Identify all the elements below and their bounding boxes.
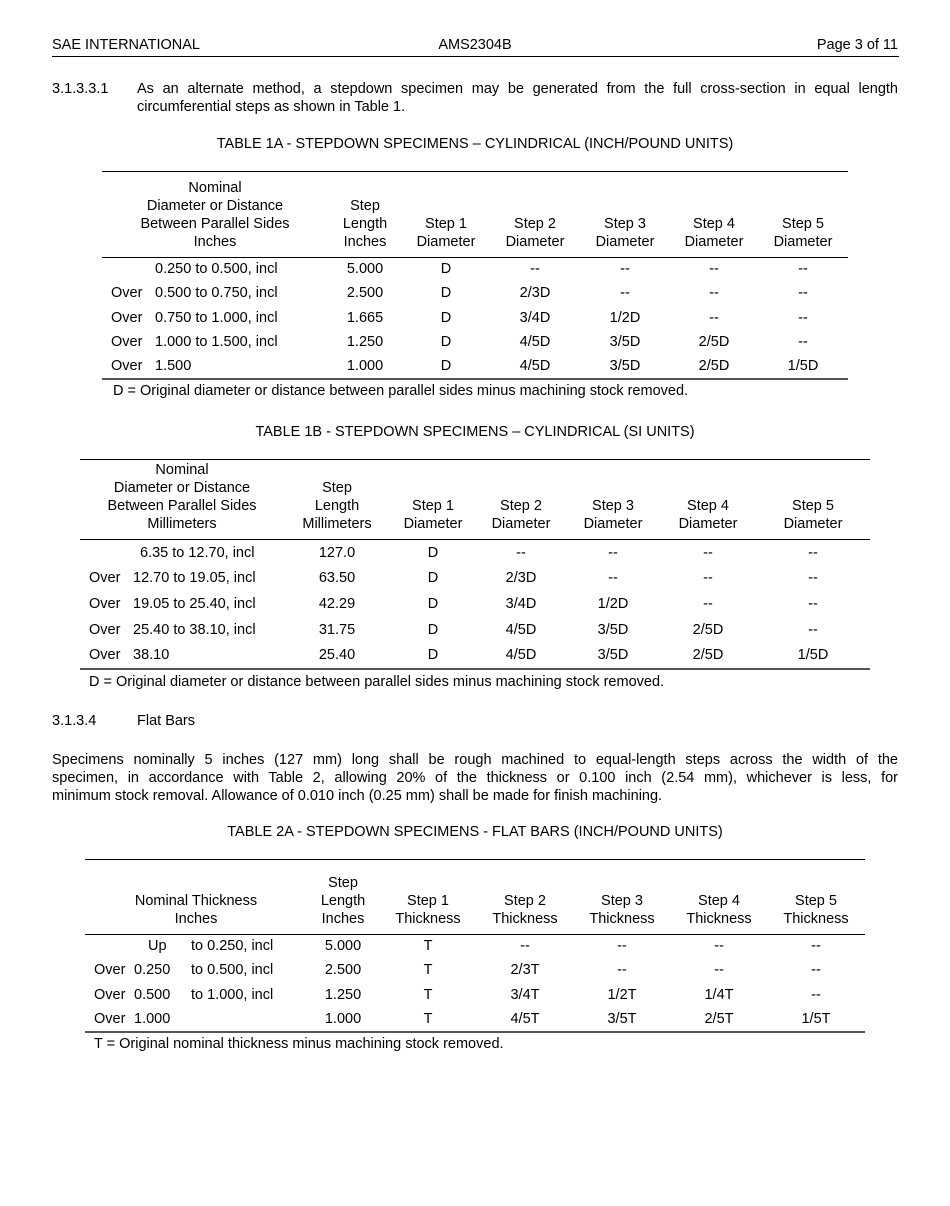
table-cell: D	[427, 647, 439, 663]
column-header: Step 4	[693, 216, 735, 232]
column-header: Step 1	[407, 893, 449, 909]
table-cell: 1/5T	[801, 1011, 831, 1027]
row-value: 0.250	[134, 962, 171, 978]
column-header: Between Parallel Sides	[107, 498, 257, 514]
table-header-rule	[102, 257, 848, 258]
row-range: to 1.000, incl	[191, 987, 274, 1003]
column-header: Step 4	[687, 498, 729, 514]
column-header: Step 3	[592, 498, 634, 514]
column-header: Step 2	[504, 893, 546, 909]
row-prefix: Over	[94, 1011, 126, 1027]
table-cell: T	[423, 987, 433, 1003]
table-cell: 42.29	[318, 596, 356, 612]
table-cell: 1.665	[346, 310, 384, 326]
table-cell: 1/2T	[607, 987, 637, 1003]
table-header-rule	[85, 934, 865, 935]
section-title: Flat Bars	[137, 713, 196, 729]
row-range: 0.250 to 0.500, incl	[155, 261, 278, 277]
column-header: Diameter	[403, 516, 463, 532]
table-cell: 3/5T	[607, 1011, 637, 1027]
table-cell: --	[530, 261, 540, 277]
row-value: 1.000	[134, 1011, 171, 1027]
column-header: Between Parallel Sides	[140, 216, 290, 232]
column-header: Thickness	[395, 911, 461, 927]
table-cell: --	[516, 545, 526, 561]
row-prefix: Up	[148, 938, 167, 954]
row-prefix: Over	[94, 987, 126, 1003]
table-cell: 3/5D	[597, 647, 629, 663]
column-header: Length	[320, 893, 366, 909]
column-header: Inches	[321, 911, 365, 927]
table-top-rule	[102, 171, 848, 172]
header-org: SAE INTERNATIONAL	[52, 37, 200, 53]
table-cell: 3/4D	[519, 310, 551, 326]
table-cell: --	[520, 938, 530, 954]
column-header: Nominal	[188, 180, 242, 196]
column-header: Diameter	[583, 516, 643, 532]
table-cell: T	[423, 962, 433, 978]
column-header: Diameter	[505, 234, 565, 250]
table-cell: --	[811, 987, 821, 1003]
table-cell: 1/2D	[597, 596, 629, 612]
table-cell: --	[798, 261, 808, 277]
table-cell: 4/5D	[505, 647, 537, 663]
paragraph-line2: specimen, in accordance with Table 2, allowing 20% of the thickness or 0.100 inch (2.54 mm), whichever is less, for	[52, 770, 898, 786]
table-cell: --	[808, 545, 818, 561]
table-cell: --	[608, 570, 618, 586]
column-header: Step 3	[604, 216, 646, 232]
column-header: Thickness	[686, 911, 752, 927]
table-footnote: T = Original nominal thickness minus machining stock removed.	[94, 1036, 504, 1052]
section-number: 3.1.3.3.1	[52, 81, 109, 97]
table-cell: D	[427, 622, 439, 638]
table-cell: 5.000	[346, 261, 384, 277]
table-cell: --	[811, 962, 821, 978]
row-prefix: Over	[111, 358, 143, 374]
table-cell: D	[427, 570, 439, 586]
table-bottom-rule	[85, 1031, 865, 1033]
table-cell: --	[714, 938, 724, 954]
table-cell: --	[798, 334, 808, 350]
column-header: Length	[314, 498, 360, 514]
row-range: 38.10	[133, 647, 170, 663]
row-prefix: Over	[111, 310, 143, 326]
table-cell: --	[703, 596, 713, 612]
table-cell: 2.500	[324, 962, 362, 978]
table-cell: --	[703, 545, 713, 561]
row-prefix: Over	[89, 570, 121, 586]
table-cell: 1.250	[324, 987, 362, 1003]
column-header: Diameter or Distance	[146, 198, 284, 214]
table-cell: --	[811, 938, 821, 954]
table-cell: 1.000	[346, 358, 384, 374]
column-header: Diameter or Distance	[113, 480, 251, 496]
table-cell: --	[617, 962, 627, 978]
table-cell: 25.40	[318, 647, 356, 663]
paragraph-line3: minimum stock removal. Allowance of 0.010 inch (0.25 mm) shall be made for finish machining.	[52, 788, 663, 804]
table-cell: 4/5D	[519, 334, 551, 350]
table-cell: 2/3D	[519, 285, 551, 301]
table-cell: 2.500	[346, 285, 384, 301]
column-header: Step 4	[698, 893, 740, 909]
column-header: Step 5	[795, 893, 837, 909]
row-range: to 0.250, incl	[191, 938, 274, 954]
table-cell: 2/5D	[698, 334, 730, 350]
column-header: Nominal	[155, 462, 209, 478]
table-cell: --	[617, 938, 627, 954]
row-prefix: Over	[89, 596, 121, 612]
table-bottom-rule	[102, 378, 848, 380]
row-range: 1.000 to 1.500, incl	[155, 334, 278, 350]
table-cell: 3/5D	[609, 334, 641, 350]
column-header: Step 2	[514, 216, 556, 232]
column-header: Diameter	[416, 234, 476, 250]
column-header: Inches	[343, 234, 387, 250]
header-rule	[52, 56, 899, 57]
column-header: Diameter	[595, 234, 655, 250]
table-cell: --	[709, 285, 719, 301]
table-cell: --	[620, 261, 630, 277]
header-page-number: Page 3 of 11	[816, 37, 898, 53]
table-cell: 2/5D	[692, 647, 724, 663]
column-header: Diameter	[678, 516, 738, 532]
table-cell: 2/5D	[692, 622, 724, 638]
column-header: Diameter	[684, 234, 744, 250]
table-cell: T	[423, 938, 433, 954]
column-header: Step 5	[792, 498, 834, 514]
table-cell: --	[703, 570, 713, 586]
table-cell: 1/4T	[704, 987, 734, 1003]
table-title: TABLE 1B - STEPDOWN SPECIMENS – CYLINDRICAL (SI UNITS)	[255, 424, 695, 440]
row-prefix: Over	[111, 285, 143, 301]
column-header: Step 3	[601, 893, 643, 909]
table-cell: --	[709, 261, 719, 277]
table-footnote: D = Original diameter or distance between parallel sides minus machining stock removed.	[113, 383, 689, 399]
column-header: Diameter	[491, 516, 551, 532]
row-range: 0.750 to 1.000, incl	[155, 310, 278, 326]
table-top-rule	[80, 459, 870, 460]
table-cell: --	[798, 285, 808, 301]
column-header: Millimeters	[147, 516, 217, 532]
column-header: Thickness	[492, 911, 558, 927]
table-cell: D	[440, 334, 452, 350]
table-cell: 4/5D	[519, 358, 551, 374]
table-cell: 1/5D	[787, 358, 819, 374]
table-cell: 63.50	[318, 570, 356, 586]
section-number: 3.1.3.4	[52, 713, 97, 729]
row-range: 1.500	[155, 358, 192, 374]
column-header: Diameter	[783, 516, 843, 532]
table-cell: --	[808, 596, 818, 612]
header-doc-id: AMS2304B	[438, 37, 512, 53]
table-cell: 5.000	[324, 938, 362, 954]
column-header: Step 1	[412, 498, 454, 514]
table-cell: T	[423, 1011, 433, 1027]
table-cell: D	[427, 596, 439, 612]
column-header: Thickness	[783, 911, 849, 927]
column-header: Length	[342, 216, 388, 232]
table-cell: 2/5T	[704, 1011, 734, 1027]
table-title: TABLE 2A - STEPDOWN SPECIMENS - FLAT BARS (INCH/POUND UNITS)	[227, 824, 723, 840]
row-prefix: Over	[89, 647, 121, 663]
table-cell: D	[440, 261, 452, 277]
table-cell: 1.000	[324, 1011, 362, 1027]
row-range: 0.500 to 0.750, incl	[155, 285, 278, 301]
table-cell: 1/5D	[797, 647, 829, 663]
paragraph-line1: Specimens nominally 5 inches (127 mm) long shall be rough machined to equal-length steps across the width of the	[52, 752, 898, 768]
section-text-line1: As an alternate method, a stepdown specimen may be generated from the full cross-section in equal length	[137, 81, 898, 97]
table-bottom-rule	[80, 668, 870, 670]
table-cell: --	[714, 962, 724, 978]
table-cell: --	[798, 310, 808, 326]
table-cell: 3/4D	[505, 596, 537, 612]
table-cell: 1.250	[346, 334, 384, 350]
table-footnote: D = Original diameter or distance between parallel sides minus machining stock removed.	[89, 674, 665, 690]
row-range: 19.05 to 25.40, incl	[133, 596, 256, 612]
table-cell: --	[808, 570, 818, 586]
row-prefix: Over	[94, 962, 126, 978]
column-header: Millimeters	[302, 516, 372, 532]
row-prefix: Over	[111, 334, 143, 350]
table-cell: 4/5T	[510, 1011, 540, 1027]
table-cell: --	[808, 622, 818, 638]
table-cell: D	[440, 358, 452, 374]
table-cell: D	[427, 545, 439, 561]
table-cell: 3/5D	[597, 622, 629, 638]
column-header: Inches	[174, 911, 218, 927]
section-text-line2: circumferential steps as shown in Table 1.	[137, 99, 406, 115]
table-cell: 3/5D	[609, 358, 641, 374]
column-header: Thickness	[589, 911, 655, 927]
table-cell: 3/4T	[510, 987, 540, 1003]
table-cell: D	[440, 310, 452, 326]
column-header: Diameter	[773, 234, 833, 250]
table-cell: --	[620, 285, 630, 301]
table-cell: 4/5D	[505, 622, 537, 638]
column-header: Inches	[193, 234, 237, 250]
table-cell: 2/5D	[698, 358, 730, 374]
row-range: 12.70 to 19.05, incl	[133, 570, 256, 586]
column-header: Step	[322, 480, 352, 496]
table-cell: D	[440, 285, 452, 301]
row-range: 25.40 to 38.10, incl	[133, 622, 256, 638]
row-range: to 0.500, incl	[191, 962, 274, 978]
column-header: Step 5	[782, 216, 824, 232]
table-header-rule	[80, 539, 870, 540]
column-header: Step	[350, 198, 380, 214]
table-cell: 2/3T	[510, 962, 540, 978]
table-cell: --	[608, 545, 618, 561]
table-cell: 1/2D	[609, 310, 641, 326]
table-cell: 127.0	[318, 545, 356, 561]
row-prefix: Over	[89, 622, 121, 638]
table-cell: --	[709, 310, 719, 326]
table-cell: 31.75	[318, 622, 356, 638]
row-value: 0.500	[134, 987, 171, 1003]
column-header: Step 1	[425, 216, 467, 232]
column-header: Step 2	[500, 498, 542, 514]
column-header: Nominal Thickness	[134, 893, 258, 909]
table-cell: 2/3D	[505, 570, 537, 586]
column-header: Step	[328, 875, 358, 891]
table-title: TABLE 1A - STEPDOWN SPECIMENS – CYLINDRICAL (INCH/POUND UNITS)	[216, 136, 734, 152]
row-range: 6.35 to 12.70, incl	[140, 545, 255, 561]
table-top-rule	[85, 859, 865, 860]
